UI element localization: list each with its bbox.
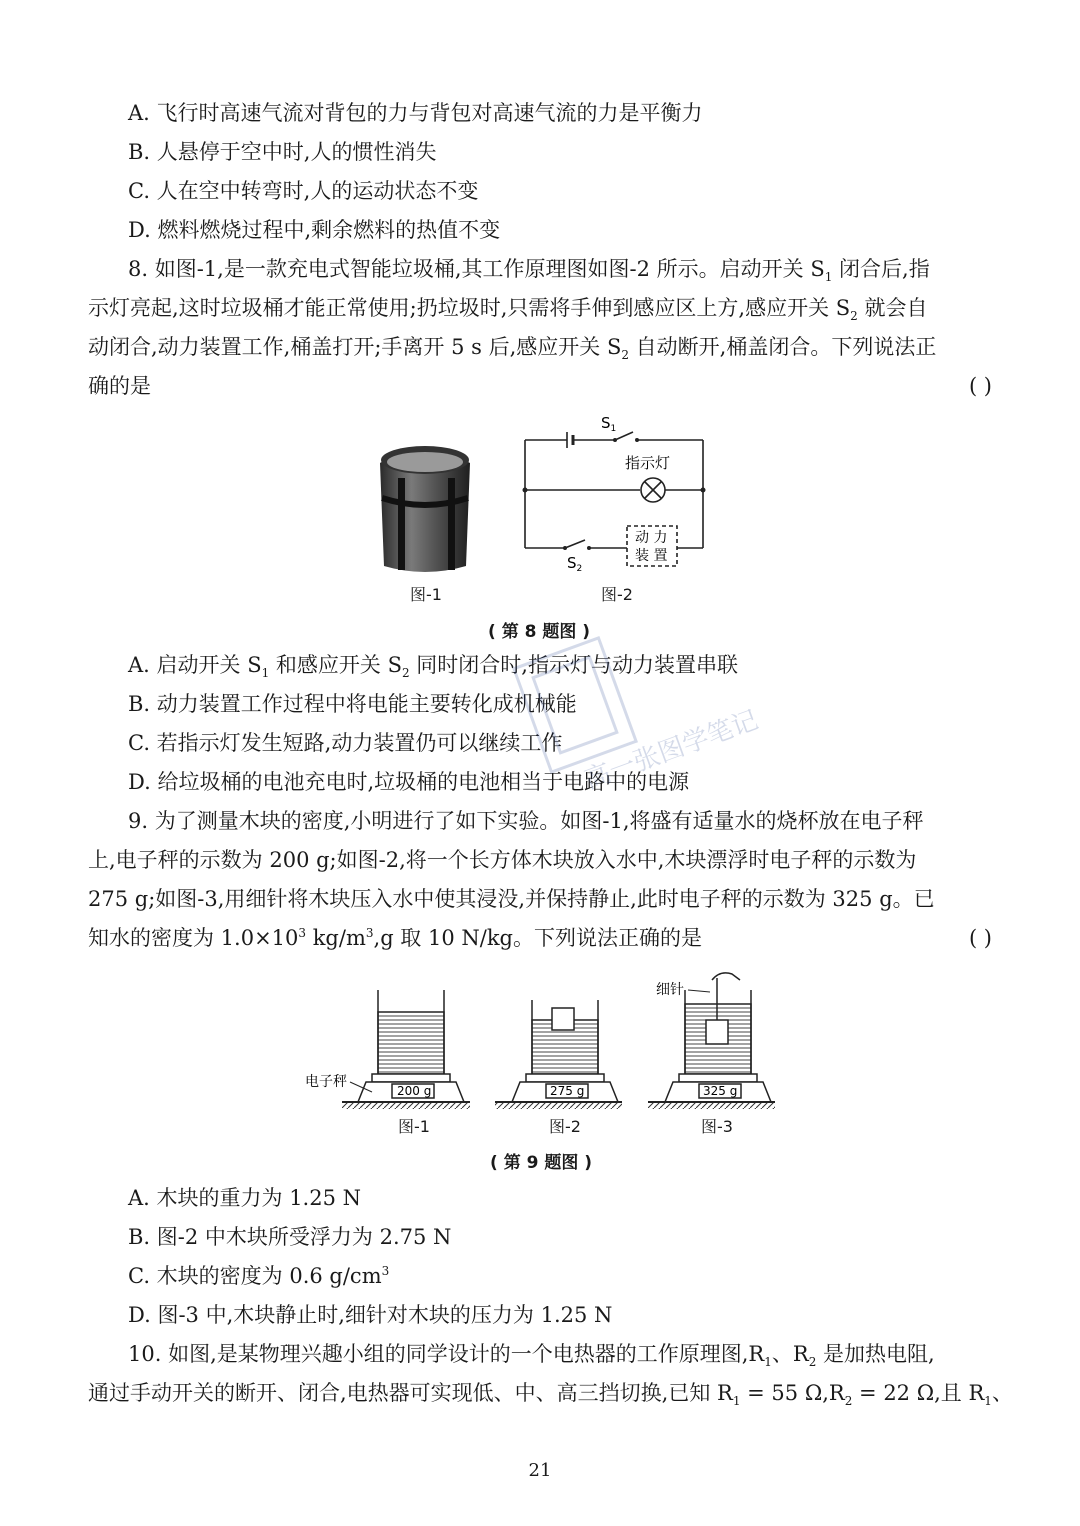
q8-circuit-diagram [515, 410, 715, 580]
q8-option-c: C. 若指示灯发生短路,动力装置仍可以继续工作 [128, 731, 563, 755]
lamp-label: 指示灯 [625, 454, 671, 472]
q9-stem-line3: 275 g;如图-3,用细针将木块压入水中使其浸没,并保持静止,此时电子秤的示数为 325 g。已 [88, 887, 935, 911]
device-label-2: 装 置 [635, 548, 668, 564]
q7-option-a: A. 飞行时高速气流对背包的力与背包对高速气流的力是平衡力 [128, 101, 703, 125]
q9-fig3-caption: 图-3 [701, 1117, 733, 1136]
q9-stem-line2: 上,电子秤的示数为 200 g;如图-2,将一个长方体木块放入水中,木块漂浮时电子秤的示数为 [88, 848, 917, 872]
q8-option-b: B. 动力装置工作过程中将电能主要转化成机械能 [128, 692, 577, 716]
page-number: 21 [528, 1460, 552, 1481]
q9-option-a: A. 木块的重力为 1.25 N [128, 1186, 361, 1210]
device-label-1: 动 力 [635, 530, 668, 546]
q7-option-d: D. 燃料燃烧过程中,剩余燃料的热值不变 [128, 218, 501, 242]
q8-figure-caption: ( 第 8 题图 ) [488, 622, 591, 642]
q9-figure-caption: ( 第 9 题图 ) [490, 1153, 593, 1173]
q9-option-d: D. 图-3 中,木块静止时,细针对木块的压力为 1.25 N [128, 1303, 613, 1327]
q9-option-c: C. 木块的密度为 0.6 $g/cm^3$ [128, 1264, 390, 1288]
q9-answer-paren: ( ) [968, 926, 992, 950]
q9-experiment-diagram [300, 970, 790, 1115]
q8-option-a: A. 启动开关 $S_1$ 和感应开关 $S_2$ 同时闭合时,指示灯与动力装置串联 [128, 653, 738, 681]
q9-stem-line4: 知水的密度为 $1.0\times 10^3$ $kg/m^3,g$ 取 10 N/kg。下列说法正确的是 [88, 926, 702, 950]
q8-stem-line1: 8. 如图-1,是一款充电式智能垃圾桶,其工作原理图如图-2 所示。启动开关 $S_1$ 闭合后,指 [128, 257, 930, 285]
q10-stem-line1: 10. 如图,是某物理兴趣小组的同学设计的一个电热器的工作原理图$,R_1$、$R_2$ 是加热电阻, [128, 1342, 935, 1370]
watermark-logo [520, 640, 763, 800]
q8-option-d: D. 给垃圾桶的电池充电时,垃圾桶的电池相当于电路中的电源 [128, 770, 690, 794]
q8-stem-line4: 确的是 [88, 374, 151, 398]
svg-text:高一张图学笔记: 高一张图学笔记 [580, 705, 763, 796]
circuit-s1-label: $S_1$ [601, 414, 617, 434]
circuit-s2-label: $S_2$ [567, 554, 583, 574]
q7-option-c: C. 人在空中转弯时,人的运动状态不变 [128, 179, 479, 203]
q8-stem-line3: 动闭合,动力装置工作,桶盖打开;手离开 5 s 后,感应开关 $S_2$ 自动断开,桶盖闭合。下列说法正 [88, 335, 937, 363]
scale-label: 电子秤 [305, 1074, 347, 1090]
q8-stem-line2: 示灯亮起,这时垃圾桶才能正常使用;扔垃圾时,只需将手伸到感应区上方,感应开关 $S_2$ 就会自 [88, 296, 928, 324]
scale-reading-3: 325 g [703, 1084, 738, 1098]
scale-reading-2: 275 g [550, 1084, 585, 1098]
q9-option-b: B. 图-2 中木块所受浮力为 2.75 N [128, 1225, 452, 1249]
q9-fig1-caption: 图-1 [398, 1117, 430, 1136]
q8-fig2-caption: 图-2 [601, 585, 633, 604]
q9-stem-line1: 9. 为了测量木块的密度,小明进行了如下实验。如图-1,将盛有适量水的烧杯放在电子秤 [128, 809, 924, 833]
q10-stem-line2: 通过手动开关的断开、闭合,电热器可实现低、中、高三挡切换,已知 $R_1 = 55$ $\Omega,R_2 = 22$ Ω,且 $R_1$、 [88, 1381, 1013, 1409]
q8-answer-paren: ( ) [968, 374, 992, 398]
q8-fig1-caption: 图-1 [410, 585, 442, 604]
q9-fig2-caption: 图-2 [549, 1117, 581, 1136]
trash-bin-figure [370, 438, 480, 578]
scale-reading-1: 200 g [397, 1084, 432, 1098]
q7-option-b: B. 人悬停于空中时,人的惯性消失 [128, 140, 437, 164]
needle-label: 细针 [656, 982, 684, 998]
